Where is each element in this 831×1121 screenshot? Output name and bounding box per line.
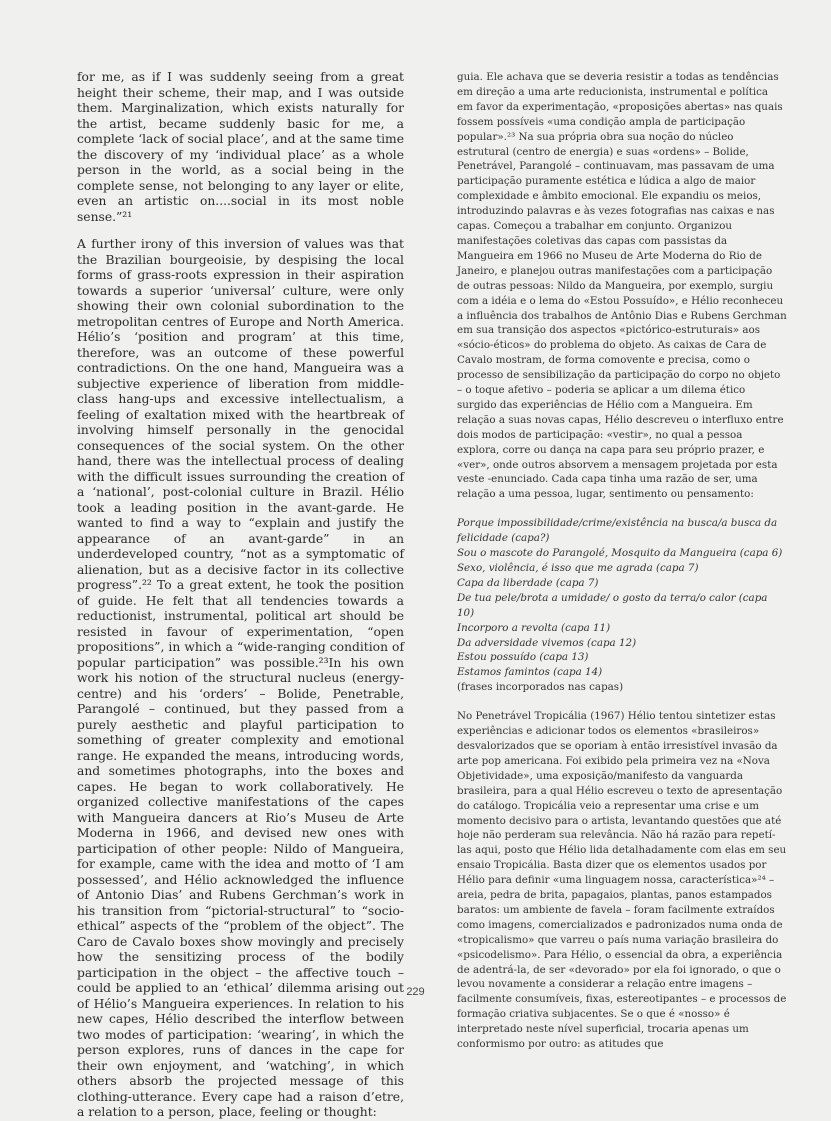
cape-phrases-note: (frases incorporados nas capas) xyxy=(457,681,624,694)
page-number: 229 xyxy=(406,986,425,998)
cape-phrase: Porque impossibilidade/crime/existência na busca/a busca da felicidade (capa?) xyxy=(457,517,778,545)
cape-phrase: Sou o mascote do Parangolé, Mosquito da Mangueira (capa 6) xyxy=(457,547,783,560)
paragraph-guia: guia. Ele achava que se deveria resistir a todas as tendências em direção a uma arte reducionista, instrumental e política em favor da experimentação, «proposições abertas» nas quais fossem possíveis «uma condição ampla de participação popular».²³ Na sua própria obra sua noção do núcleo estrutural (centro de energia) e suas «ordens» – Bolide, Penetrável, Parangolé – continuavam, mas passavam de uma participação puramente estética e lúdica a algo de maior complexidade e âmbito emocional. Ele expandiu os meios, introduzindo palavras e às vezes fotografias nas caixas e nas capas. Começou a trabalhar em conjunto. Organizou manifestações coletivas das capas com passistas da Mangueira em 1966 no Museu de Arte Moderna do Rio de Janeiro, e planejou outras manifestações com a participação de outras pessoas: Nildo da Mangueira, por exemplo, surgiu com a idéia e o lema do «Estou Possuído», e Hélio reconheceu a influência dos trabalhos de Antônio Dias e Rubens Gerchman em sua transição dos aspectos «pictórico-estruturais» aos «sócio-éticos» do problema do objeto. As caixas de Cara de Cavalo mostram, de forma comovente e precisa, como o processo de sensibilização da participação do corpo no objeto – o toque afetivo – poderia se aplicar a um dilema ético surgido das experiências de Hélio com a Mangueira. Em relação a suas novas capas, Hélio descreveu o interfluxo entre dois modos de participação: «vestir», no qual a pessoa explora, corre ou dança na capa para seu próprio prazer, e «ver», onde outros absorvem a mensagem projetada por esta veste -enunciado. Cada capa tinha uma razão de ser, uma relação a uma pessoa, lugar, sentimento ou pensamento: xyxy=(457,71,787,501)
paragraph-penetravel-tropicalia: No Penetrável Tropicália (1967) Hélio tentou sintetizer estas experiências e adicionar todos os elementos «brasileiros» desvalorizados que se oporiam à então irresistível invasão da arte pop americana. Foi exibido pela primeira vez na «Nova Objetividade», uma exposição/manifesto da vanguarda brasileira, para a qual Hélio escreveu o texto de apresentação do catálogo. Tropicália veio a representar uma crise e um momento decisivo para o artista, levantando questões que até hoje não perderam sua relevância. Não há razão para repetí-las aqui, posto que Hélio lida detalhadamente com elas em seu ensaio Tropicália. Basta dizer que os elementos usados por Hélio para definir «uma linguagem nossa, característica»²⁴ – areia, pedra de brita, papagaios, plantas, panos estampados baratos: um ambiente de favela – foram facilmente extraídos como imagens, comercializados e padronizados numa onda de «tropicalismo» que varreu o país numa variação brasileira do «psicodelismo». Para Hélio, o essencial da obra, a experiência de adentrá-la, de ser «devorado» por ela foi ignorado, o que o levou novamente a considerar a relação entre imagens – facilmente consumíveis, fixas, estereotipantes – e processos de formação criativa subjacentes. Se o que é «nosso» é interpretado neste nível superficial, trocaria apenas um conformismo por outro: as atitudes que xyxy=(457,710,787,1051)
cape-phrase: Da adversidade vivemos (capa 12) xyxy=(457,636,637,649)
paragraph-inversion-of-values: A further irony of this inversion of values was that the Brazilian bourgeoisie, by despising the local forms of grass-roots expression in their aspiration towards a superior ‘universal’ culture, were only showing their own colonial subordination to the metropolitan centres of Europe and North America. Hélio’s ‘position and program’ at this time, therefore, was an outcome of these powerful contradictions. On the one hand, Mangueira was a subjective experience of liberation from middle-class hang-ups and excessive intellectualism, a feeling of exaltation mixed with the heartbreak of involving himself personally in the genocidal consequences of the social system. On the other hand, there was the intellectual process of dealing with the difficult issues surrounding the creation of a ‘national’, post-colonial culture in Brazil. Hélio took a leading position in the avant-garde. He wanted to find a way to “explain and justify the appearance of an avant-garde” in an underdeveloped country, “not as a symptomatic of alienation, but as a decisive factor in its collective progress”.²² To a great extent, he took the position of guide. He felt that all tendencies towards a reductionist, instrumental, political art should be resisted in favour of experimentation, “open propositions”, in which a “wide-ranging condition of popular participation” was possible.²³In his own work his notion of the structural nucleus (energy-centre) and his ‘orders’ – Bolide, Penetrable, Parangolé – continued, but they passed from a purely aesthetic and playful participation to something of greater complexity and emotional range. He expanded the means, introducing words, and sometimes photographs, into the boxes and capes. He began to work collaboratively. He organized collective manifestations of the capes with Mangueira dancers at Rio’s Museu de Arte Moderna in 1966, and devised new ones with participation of other people: Nildo of Mangueira, for example, came with the idea and motto of ‘I am possessed’, and Hélio acknowledged the influence of Antonio Dias’ and Rubens Gerchman’s work in his transition from “pictorial-structural” to “socio-ethical” aspects of the “problem of the object”. The Caro de Cavalo boxes show movingly and precisely how the sensitizing process of the bodily participation in the object – the affective touch – could be applied to an ‘ethical’ dilemma arising out of Hélio’s Mangueira experiences. In relation to his new capes, Hélio described the interflow between two modes of participation: ‘wearing’, in which the person explores, runs of dances in the cape for their own enjoyment, and ‘watching’, in which others absorb the projected message of this clothing-utterance. Every cape had a raison d’etre, a relation to a person, place, feeling or thought: xyxy=(77,237,404,1119)
cape-phrases-list xyxy=(457,516,787,695)
cape-phrase: Capa da liberdade (capa 7) xyxy=(457,576,599,589)
portuguese-text-column xyxy=(457,70,787,1052)
cape-phrase: Incorporo a revolta (capa 11) xyxy=(457,621,611,634)
english-text-column xyxy=(77,70,404,1121)
cape-phrase: De tua pele/brota a umidade/ o gosto da terra/o calor (capa 10) xyxy=(457,591,768,619)
cape-phrase: Sexo, violência, é isso que me agrada (capa 7) xyxy=(457,562,699,574)
paragraph-marginalization: for me, as if I was suddenly seeing from a great height their scheme, their map, and I was outside them. Marginalization, which exists naturally for the artist, became suddenly basic for me, a complete ‘lack of social place’, and at the same time the discovery of my ‘individual place’ as a whole person in the world, as a social being in the complete sense, not belonging to any layer or elite, even an artistic on....social in its most noble sense.”²¹ xyxy=(77,70,404,224)
cape-phrase: Estamos famintos (capa 14) xyxy=(457,666,603,679)
cape-phrase: Estou possuído (capa 13) xyxy=(457,651,589,664)
